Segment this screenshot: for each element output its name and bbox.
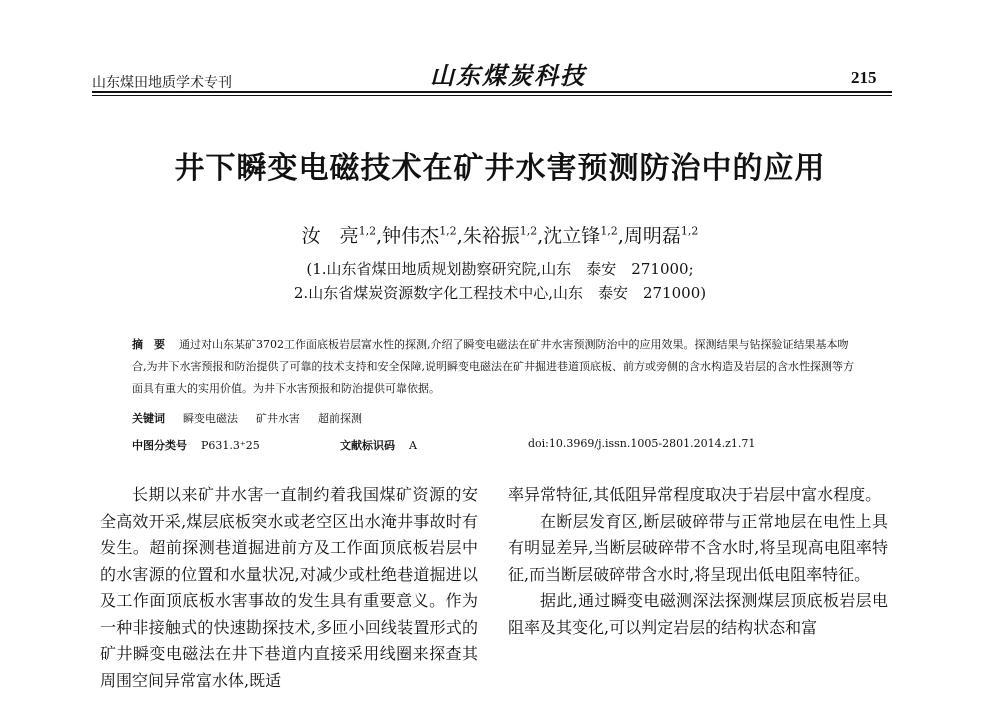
doc-code [340,437,417,453]
journal-name: 山东煤田地质学术专刊 [92,75,232,91]
author: 钟伟杰 [382,225,440,247]
clc-value: P631.3⁺25 [201,439,260,452]
header-rule-thin [92,95,892,96]
affiliation-1: (1.山东省煤田地质规划勘察研究院,山东 泰安 271000; [306,260,694,278]
clc-number [132,437,260,453]
paragraph: 率异常特征,其低阻异常程度取决于岩层中富水程度。 [508,485,882,504]
paragraph: 长期以来矿井水害一直制约着我国煤矿资源的安全高效开采,煤层底板突水或老空区出水淹井事故时有发生。超前探测巷道掘进前方及工作面顶底板岩层中的水害源的位置和水量状况,对减少或杜绝巷道掘进以及工作面顶底板水害事故的发生具有重要意义。作为一种非接触式的快速勘探技术,多匝小回线装置形式的矿井瞬变电磁法在井下巷道内直接采用线圈来探查其周围空间异常富水体,既适 [100,485,478,690]
article-title: 井下瞬变电磁技术在矿井水害预测防治中的应用 [174,151,826,186]
abstract-text: 通过对山东某矿3702工作面底板岩层富水性的探测,介绍了瞬变电磁法在矿井水害预测防治中的应用效果。探测结果与钻探验证结果基本吻合,为井下水害预报和防治提供了可靠的技术支持和安全保障,说明瞬变电磁法在矿井掘进巷道顶底板、前方或旁侧的含水构造及岩层的含水性探测等方面具有重大的实用价值。为井下水害预报和防治提供可靠依据。 [132,338,854,395]
paragraph: 据此,通过瞬变电磁测深法探测煤层顶底板岩层电阻率及其变化,可以判定岩层的结构状态和富 [508,591,888,637]
author-affil-sup: 1,2 [439,224,457,238]
keyword: 矿井水害 [256,412,300,425]
keyword: 超前探测 [318,412,362,425]
page-number: 215 [851,68,877,87]
body-column-right [508,482,888,641]
clc-label: 中图分类号 [132,439,187,452]
journal-logo: 山东煤炭科技 [430,61,586,90]
doc-code-value: A [409,439,417,452]
keyword: 瞬变电磁法 [183,412,238,425]
abstract [132,334,862,400]
header-rule [92,91,892,93]
abstract-label: 摘 要 [132,338,165,351]
doc-code-label: 文献标识码 [340,439,395,452]
author: 汝 亮 [301,225,359,247]
author-affil-sup: 1,2 [680,224,699,238]
doi: doi:10.3969/j.issn.1005-2801.2014.z1.71 [528,437,756,450]
author-affil-sup: 1,2 [358,224,377,238]
affiliation-2: 2.山东省煤炭资源数字化工程技术中心,山东 泰安 271000) [293,284,707,302]
author-list: 汝 亮$^{1,2}$,钟伟杰$^{1,2}$,朱裕振$^{1,2}$,沈立锋$^{1,2}$,周明磊$^{1,2}$ [301,224,699,247]
author: 沈立锋 [543,225,601,247]
author-affil-sup: 1,2 [519,224,538,238]
body-column-left [100,482,478,694]
keywords [132,410,380,426]
author: 朱裕振 [462,225,520,247]
author-affil-sup: 1,2 [600,224,618,238]
paragraph: 在断层发育区,断层破碎带与正常地层在电性上具有明显差异,当断层破碎带不含水时,将呈现高电阻率特征,而当断层破碎带含水时,将呈现出低电阻率特征。 [508,511,888,584]
author: 周明磊 [623,225,681,247]
keywords-label: 关键词 [132,412,165,425]
